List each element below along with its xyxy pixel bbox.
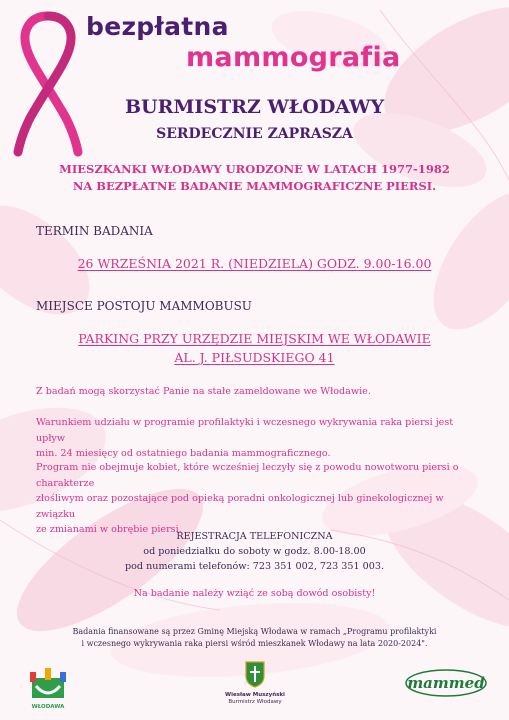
signature-role: Burmistrz Włodawy	[228, 699, 282, 705]
registration-title: REJESTRACJA TELEFONICZNA	[176, 531, 333, 542]
funding-line1: Badania finansowane są przez Gminę Miejską Włodawa w ramach „Programu profilaktyki	[72, 627, 437, 636]
mayor-signature-block	[224, 660, 286, 718]
location-label: MIEJSCE POSTOJU MAMMOBUSU	[36, 299, 252, 313]
info-paragraph-3-line2: złośliwym oraz pozostające pod opieką poradni onkologicznej lub ginekologicznej w związku	[36, 493, 444, 520]
signature-name: Wiesław Muszyński	[225, 692, 285, 698]
wlodawa-logo	[26, 664, 70, 710]
invitation-line1: MIESZKANKI WŁODAWY URODZONE W LATACH 1977-1982	[59, 162, 450, 176]
funding-note	[0, 626, 509, 650]
term-label: TERMIN BADANIA	[36, 224, 153, 238]
id-note: Na badanie należy wziąć ze sobą dowód osobisty!	[133, 588, 376, 599]
term-value: 26 WRZEŚNIA 2021 R. (NIEDZIELA) GODZ. 9.00-16.00	[77, 256, 432, 271]
info-paragraph-3-line3: ze zmianami w obrębie piersi.	[36, 524, 182, 535]
registration-phones: pod numerami telefonów: 723 351 002, 723 351 003.	[124, 561, 385, 572]
title-main: BURMISTRZ WŁODAWY	[124, 96, 385, 118]
invitation-line2: NA BEZPŁATNE BADANIE MAMMOGRAFICZNE PIERSI.	[72, 179, 437, 193]
funding-line2: i wczesnego wykrywania raka piersi wśród mieszkanek Włodawy na lata 2020-2024".	[81, 639, 428, 648]
left-logo-text: WŁODAWA	[31, 704, 65, 710]
header-line2: mammografia	[186, 42, 401, 73]
right-logo-text: mammed	[407, 674, 485, 692]
registration-hours: od poniedziałku do soboty w godz. 8.00-18.00	[143, 546, 366, 557]
info-paragraph-3-line1: Program nie obejmuje kobiet, które wcześniej leczyły się z powodu nowotworu piersi o charakterze	[36, 462, 459, 489]
info-paragraph-2-line2: min. 24 miesięcy od ostatniego badania mammograficznego.	[36, 448, 331, 459]
location-line2: AL. J. PIŁSUDSKIEGO 41	[174, 350, 335, 365]
header-line1: bezpłatna	[86, 12, 229, 41]
invitation	[0, 161, 509, 195]
town-logo-icon	[26, 664, 70, 700]
registration	[0, 529, 509, 574]
info-paragraph-2-line1: Warunkiem udziału w programie profilaktyki i wczesnego wykrywania raka piersi jest upływ	[36, 417, 454, 444]
coat-of-arms-icon	[244, 660, 266, 688]
mammed-logo	[404, 668, 488, 698]
info-paragraph-1: Z badań mogą skorzystać Panie na stałe zameldowane we Włodawie.	[36, 386, 371, 397]
location-line1: PARKING PRZY URZĘDZIE MIEJSKIM WE WŁODAWIE	[78, 331, 431, 346]
info-paragraph-3	[36, 460, 476, 538]
info-paragraph-2	[36, 415, 476, 462]
title-sub: SERDECZNIE ZAPRASZA	[156, 126, 353, 142]
